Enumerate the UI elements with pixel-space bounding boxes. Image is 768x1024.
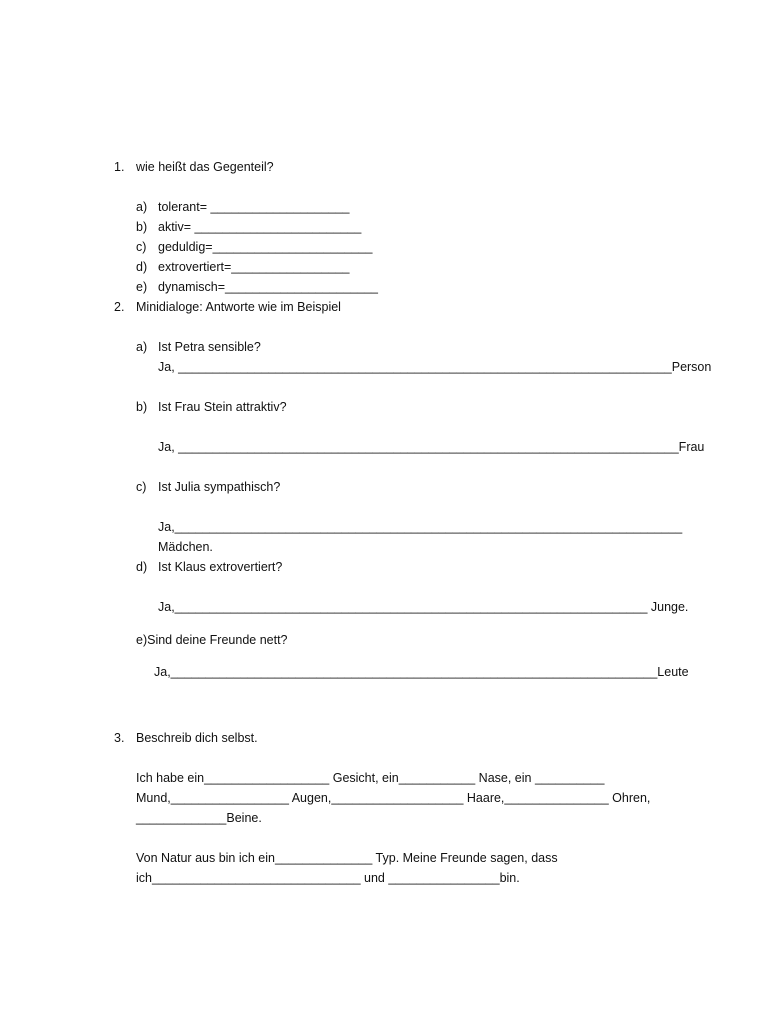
item-b-text: aktiv= ________________________ [158, 220, 362, 234]
section-3-number: 3. [114, 731, 125, 745]
item-a-text: tolerant= ____________________ [158, 200, 350, 214]
section-1-title: wie heißt das Gegenteil? [136, 160, 274, 174]
section-2-number: 2. [114, 300, 125, 314]
describe-line-5: ich______________________________ und ________________bin. [136, 871, 520, 885]
dialog-d-question: Ist Klaus extrovertiert? [158, 560, 283, 574]
dialog-e-question: e)Sind deine Freunde nett? [136, 633, 288, 647]
describe-line-1: Ich habe ein__________________ Gesicht, ein___________ Nase, ein __________ [136, 771, 605, 785]
item-b-letter: b) [136, 220, 148, 234]
section-1-number: 1. [114, 160, 125, 174]
section-3-title: Beschreib dich selbst. [136, 731, 258, 745]
describe-line-4: Von Natur aus bin ich ein______________ Typ. Meine Freunde sagen, dass [136, 851, 558, 865]
dialog-c-answer-end: Mädchen. [158, 540, 213, 554]
item-c-letter: c) [136, 240, 147, 254]
dialog-c-question: Ist Julia sympathisch? [158, 480, 281, 494]
dialog-d-answer: Ja,____________________________________________________________________ Junge. [158, 600, 689, 614]
item-a-letter: a) [136, 200, 148, 214]
dialog-e-answer: Ja,______________________________________________________________________Leute [154, 665, 689, 679]
dialog-d-letter: d) [136, 560, 148, 574]
item-e-letter: e) [136, 280, 148, 294]
section-2-title: Minidialoge: Antworte wie im Beispiel [136, 300, 341, 314]
dialog-b-question: Ist Frau Stein attraktiv? [158, 400, 287, 414]
item-d-text: extrovertiert=_________________ [158, 260, 350, 274]
describe-line-2: Mund,_________________ Augen,___________________ Haare,_______________ Ohren, [136, 791, 651, 805]
dialog-b-letter: b) [136, 400, 148, 414]
dialog-b-answer: Ja, ________________________________________________________________________Frau [158, 440, 705, 454]
dialog-a-letter: a) [136, 340, 148, 354]
dialog-a-answer: Ja, _______________________________________________________________________Person [158, 360, 712, 374]
item-d-letter: d) [136, 260, 148, 274]
dialog-c-answer: Ja,_________________________________________________________________________ [158, 520, 683, 534]
item-c-text: geduldig=_______________________ [158, 240, 373, 254]
describe-line-3: _____________Beine. [136, 811, 262, 825]
dialog-a-question: Ist Petra sensible? [158, 340, 261, 354]
dialog-c-letter: c) [136, 480, 147, 494]
item-e-text: dynamisch=______________________ [158, 280, 378, 294]
